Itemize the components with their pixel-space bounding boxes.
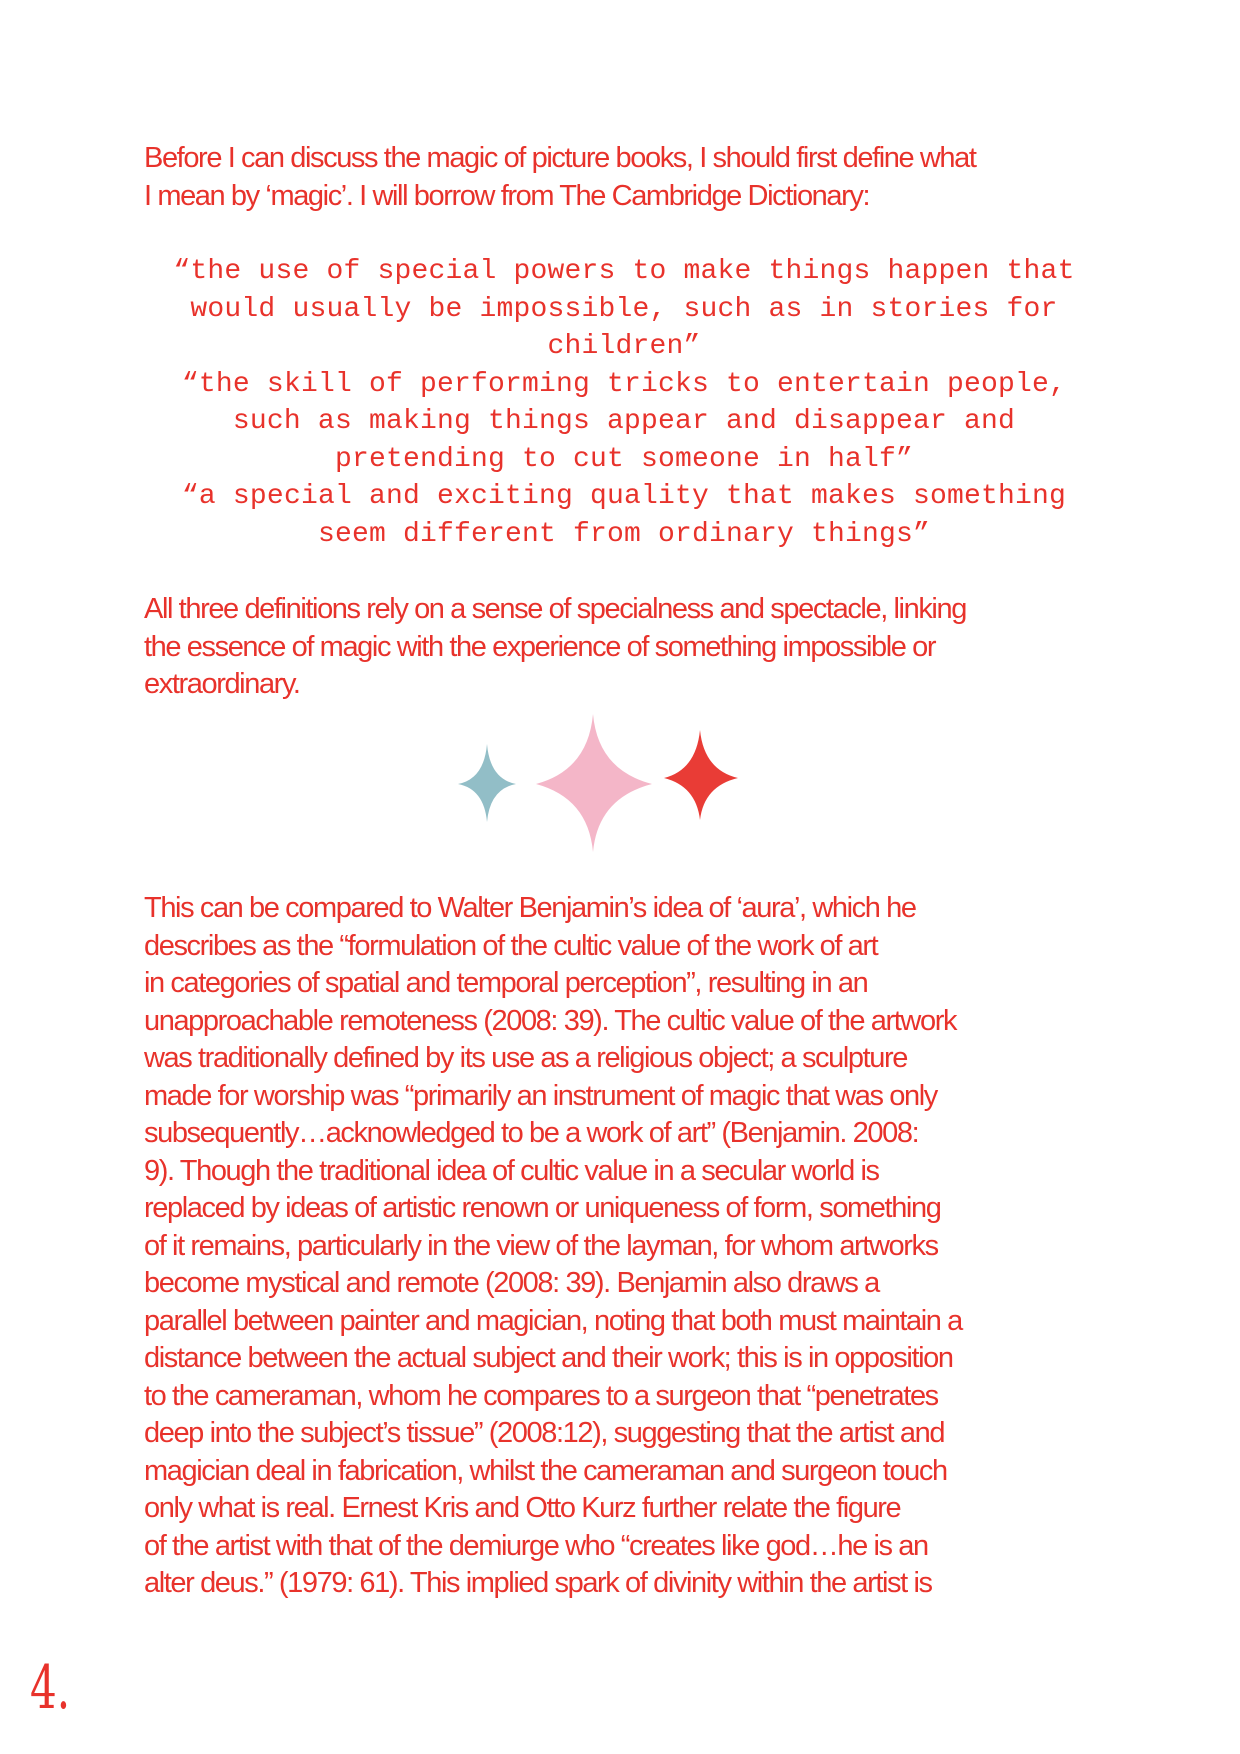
text-line: was traditionally defined by its use as a religious object; a sculpture (144, 1042, 908, 1074)
text-line: deep into the subject’s tissue” (2008:12), suggesting that the artist and (144, 1417, 945, 1449)
text-line: made for worship was “primarily an instrument of magic that was only (144, 1079, 937, 1112)
stars-ornament (440, 704, 760, 864)
body-paragraph (144, 890, 1104, 1603)
red-star-icon (664, 730, 738, 820)
text-line: to the cameraman, whom he compares to a surgeon that “penetrates (144, 1379, 938, 1412)
text-line: of it remains, particularly in the view of the layman, for whom artworks (144, 1229, 938, 1262)
quote-line: “a special and exciting quality that makes something (181, 481, 1067, 512)
text-line: extraordinary. (144, 668, 300, 700)
quote-line: children” (547, 331, 701, 362)
text-line: replaced by ideas of artistic renown or uniqueness of form, something (144, 1192, 941, 1224)
text-line: unapproachable remoteness (2008: 39). The cultic value of the artwork (144, 1004, 957, 1037)
pink-star-icon (536, 714, 652, 852)
quote-line: would usually be impossible, such as in stories for (190, 293, 1058, 325)
text-line: describes as the “formulation of the cultic value of the work of art (144, 929, 878, 962)
blue-star-icon (458, 744, 516, 822)
text-line: in categories of spatial and temporal perception”, resulting in an (144, 967, 868, 999)
text-line: 9). Though the traditional idea of cultic value in a secular world is (144, 1154, 879, 1187)
text-line: subsequently…acknowledged to be a work of art” (Benjamin. 2008: (144, 1117, 919, 1149)
dictionary-definitions (144, 253, 1104, 553)
summary-paragraph (144, 591, 1104, 704)
intro-paragraph (144, 140, 1104, 215)
text-line: the essence of magic with the experience of something impossible or (144, 630, 936, 663)
text-line: magician deal in fabrication, whilst the cameraman and surgeon touch (144, 1454, 947, 1487)
quote-line: such as making things appear and disappear and (232, 406, 1016, 437)
quote-line: “the use of special powers to make things happen that (173, 256, 1075, 287)
quote-line: pretending to cut someone in half” (334, 443, 914, 475)
text-line: alter deus.” (1979: 61). This implied spark of divinity within the artist is (144, 1567, 932, 1599)
text-line: distance between the actual subject and their work; this is in opposition (144, 1342, 953, 1374)
text-line: All three definitions rely on a sense of specialness and spectacle, linking (144, 593, 966, 625)
quote-line: seem different from ordinary things” (317, 518, 931, 550)
text-line: only what is real. Ernest Kris and Otto Kurz further relate the figure (144, 1492, 901, 1524)
quote-line: “the skill of performing tricks to entertain people, (181, 368, 1067, 400)
text-line: This can be compared to Walter Benjamin’s idea of ‘aura’, which he (144, 892, 916, 924)
text-line: Before I can discuss the magic of picture books, I should first define what (144, 142, 976, 174)
text-line: I mean by ‘magic’. I will borrow from The Cambridge Dictionary: (144, 179, 870, 212)
page-number: 4. (30, 1653, 71, 1723)
text-line: become mystical and remote (2008: 39). Benjamin also draws a (144, 1267, 879, 1299)
text-line: of the artist with that of the demiurge who “creates like god…he is an (144, 1529, 928, 1562)
text-line: parallel between painter and magician, noting that both must maintain a (144, 1304, 962, 1337)
